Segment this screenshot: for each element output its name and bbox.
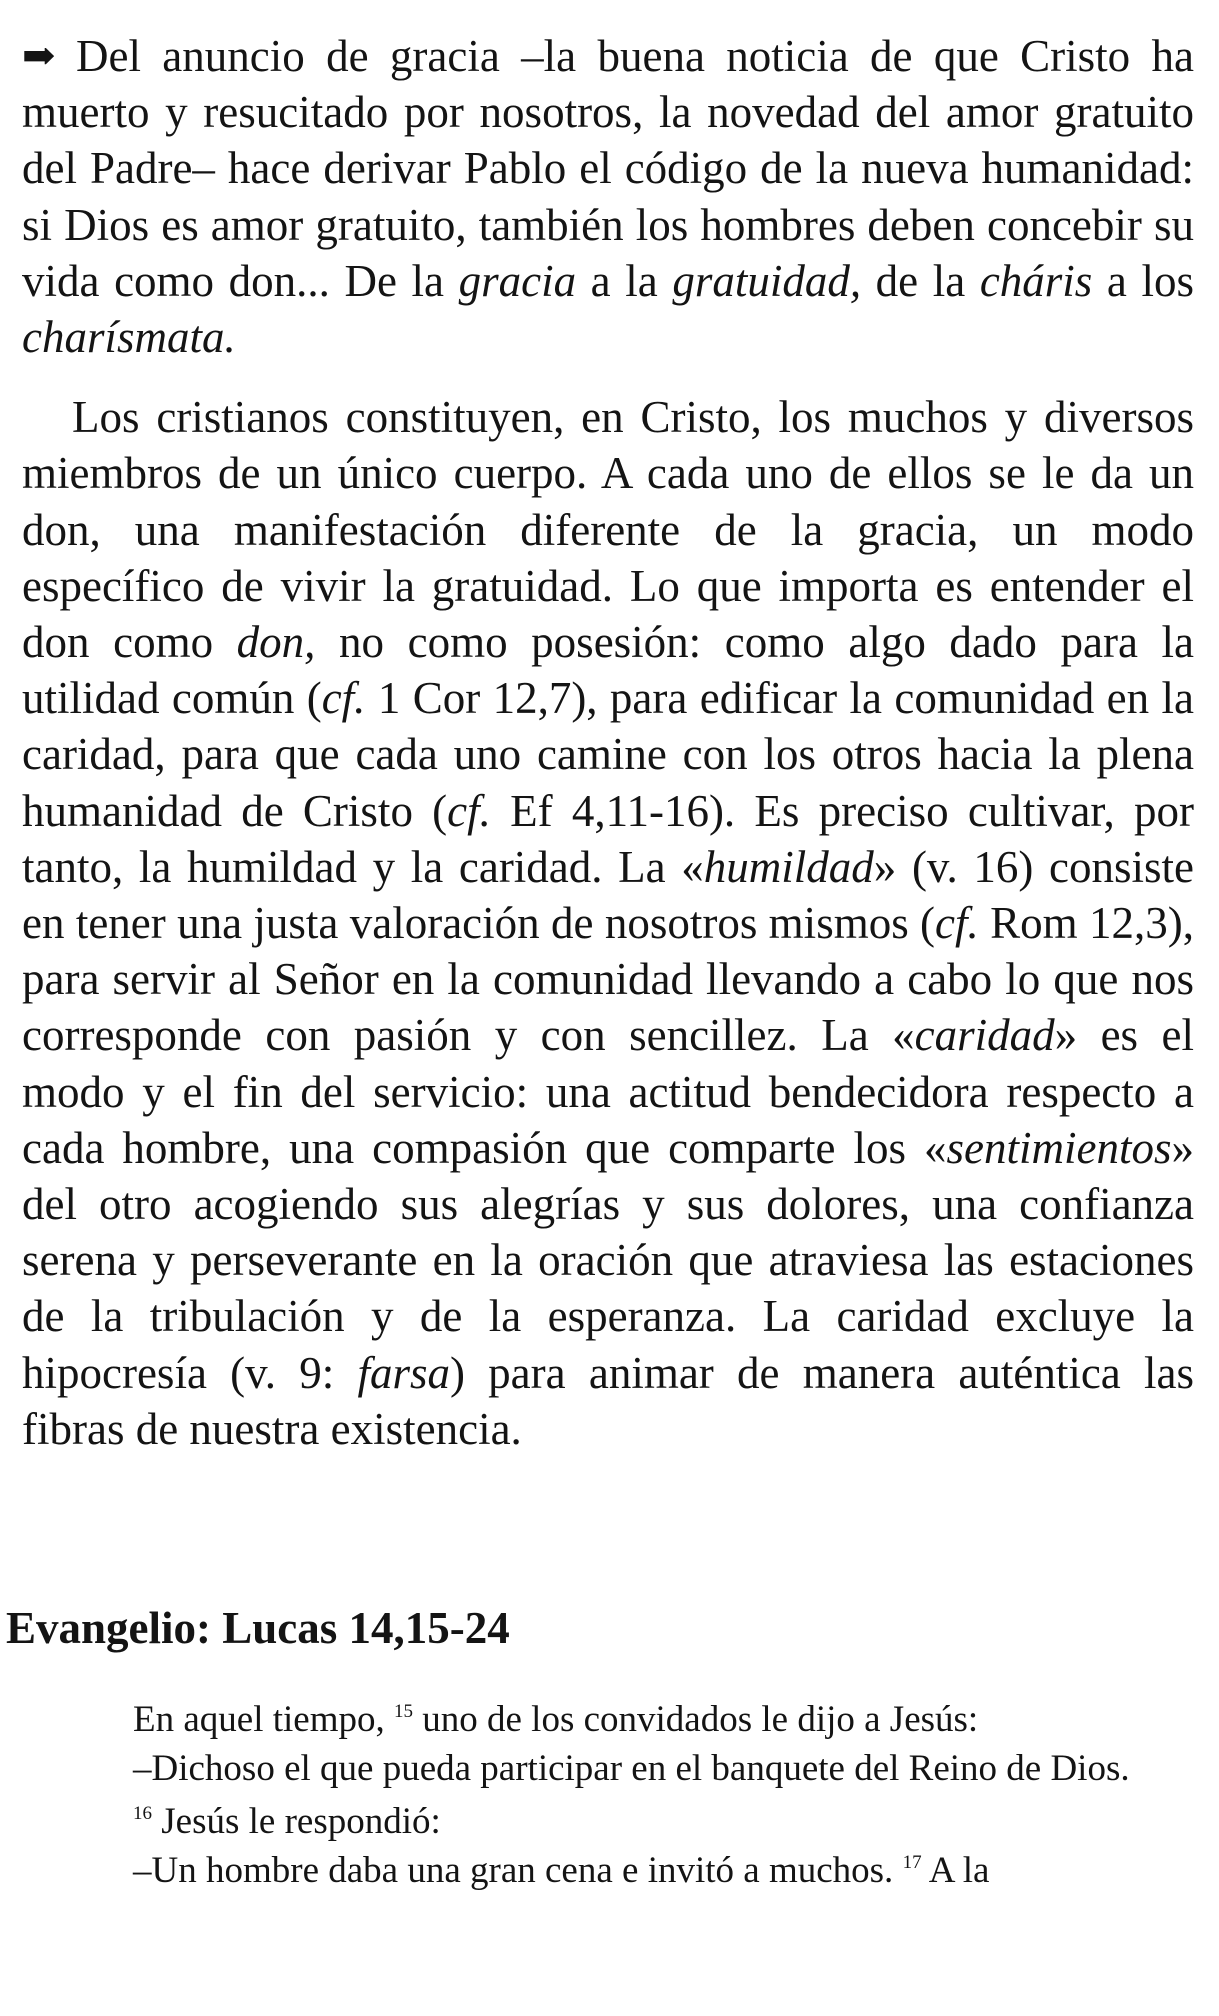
text-run: –Un hombre daba una gran cena e invitó a muchos. [133,1850,903,1891]
gospel-section [55,1695,1195,1895]
text-run: Del anuncio de gracia –la buena noticia de que Cristo ha muerto y resucitado por nosotros, la novedad del amor gratuito del Padre– hace derivar Pablo el código de la nueva humanidad: si Dios es amor gratuito, también los hombres deben concebir su vida como don... De la [22,31,1194,306]
text-run: Ef 4,11-16). Es preciso cultivar, por tanto, la humildad y la caridad. La « [22,785,1194,892]
text-run: uno de los convidados le dijo a Jesús: [413,1699,979,1740]
text-run: En aquel tiempo, [133,1699,394,1740]
gospel-line-1 [55,1695,1195,1744]
text-run: Jesús le respondió: [152,1801,441,1842]
text-run: –Dichoso el que pueda participar en el banquete del Reino de Dios. [133,1748,1130,1789]
text-run: a los [1092,255,1194,306]
italic-run: sentimientos [946,1122,1172,1173]
commentary-section [22,28,1194,1457]
italic-run: cf. [447,785,491,836]
page [22,28,1194,1457]
italic-run: gracia [458,255,577,306]
verse-number: 17 [902,1852,922,1873]
text-run: de la [861,255,980,306]
text-run: » es el modo y el fin del servicio: una actitud bendecidora respecto a cada hombre, una compasión que comparte los « [22,1010,1194,1173]
text-run: Los cristianos constituyen, en Cristo, los muchos y diversos miembros de un único cuerpo. A cada uno de ellos se le da un don, una manifestación diferente de la gracia, un modo específico de vivir la gratuidad. Lo que importa es entender el don como [22,392,1194,668]
italic-run: gratuidad, [672,255,862,306]
text-run: » del otro acogiendo sus alegrías y sus dolores, una confianza serena y perseverante en la oración que atraviesa las estaciones de la tribulación y de la esperanza. La caridad excluye la hipocresía (v. 9: [22,1122,1194,1398]
italic-run: charísmata. [22,312,236,363]
text-run: no como posesión: como algo dado para la utilidad común ( [22,617,1194,724]
text-run: A la [921,1850,990,1891]
commentary-paragraph-2 [22,389,1194,1457]
text-run: a la [576,255,673,306]
italic-run: caridad [914,1010,1055,1061]
right-arrow-icon: ➡ [22,33,56,78]
text-run: Rom 12,3), para servir al Señor en la comunidad llevando a cabo lo que nos corresponde con pasión y con sencillez. La « [22,898,1194,1061]
italic-run: cf. [321,673,366,724]
text-run: » (v. 16) consiste en tener una justa valoración de nosotros mismos ( [22,841,1194,949]
text-run: ) para animar de manera auténtica las fibras de nuestra existencia. [22,1347,1194,1454]
gospel-line-2 [55,1744,1195,1793]
section-heading: Evangelio: Lucas 14,15-24 [6,1603,510,1653]
gospel-line-3 [55,1797,1195,1846]
italic-run: humildad [703,841,874,892]
verse-number: 15 [394,1701,413,1722]
commentary-paragraph-1 [22,28,1194,365]
verse-number: 16 [133,1803,152,1824]
italic-run: cf. [935,898,979,949]
text-run: 1 Cor 12,7), para edificar la comunidad en la caridad, para que cada uno camine con los otros hacia la plena humanidad de Cristo ( [22,673,1194,836]
italic-run: cháris [979,255,1093,306]
italic-run: farsa [357,1347,450,1398]
italic-run: don, [236,617,316,668]
gospel-line-4 [55,1846,1195,1895]
